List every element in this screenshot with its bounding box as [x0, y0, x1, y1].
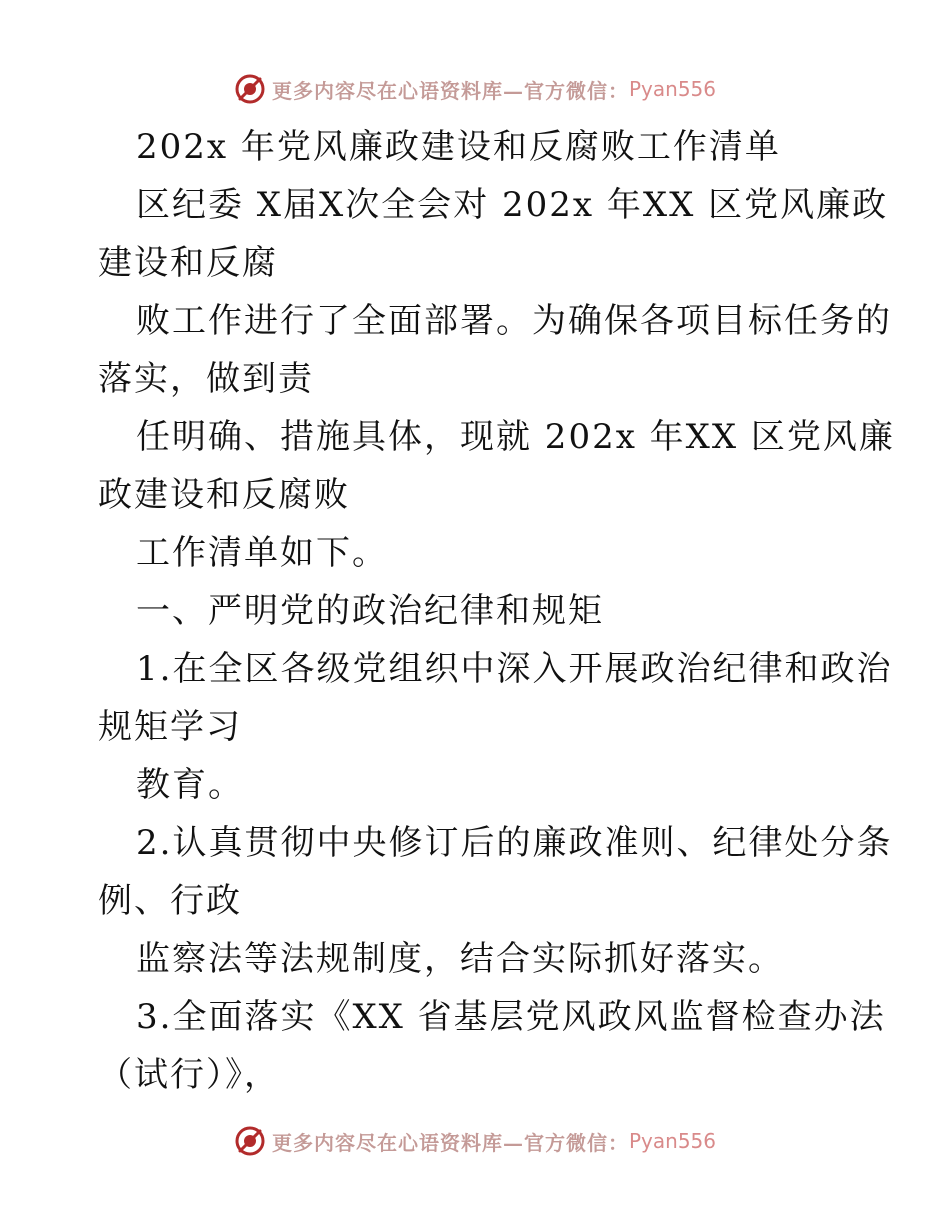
footer-banner-text: 更多内容尽在心语资料库—官方微信： [271, 1130, 629, 1155]
document-line: （试行）》， [98, 1055, 280, 1095]
document-line: 一、严明党的政治纪律和规矩 [136, 591, 604, 631]
document-line: 败工作进行了全面部署。为确保各项目标任务的 [136, 301, 892, 341]
header-banner-text: 更多内容尽在心语资料库—官方微信： [271, 78, 629, 103]
document-line: 教育。 [136, 765, 244, 805]
document-line: 区纪委 X届X次全会对 202x 年XX 区党风廉政 [136, 185, 889, 225]
logo-icon [234, 1125, 266, 1157]
document-line: 3.全面落实《XX 省基层党风政风监督检查办法 [136, 997, 886, 1037]
document-line: 监察法等法规制度，结合实际抓好落实。 [136, 939, 784, 979]
footer-banner-wechat-id: Pyan556 [628, 1129, 716, 1153]
header-banner-wechat-id: Pyan556 [628, 77, 716, 101]
document-line: 2.认真贯彻中央修订后的廉政准则、纪律处分条 [136, 823, 893, 863]
document-line: 规矩学习 [98, 707, 242, 747]
document-line: 例、行政 [98, 881, 242, 921]
document-line: 工作清单如下。 [136, 533, 388, 573]
document-line: 任明确、措施具体，现就 202x 年XX 区党风廉 [136, 417, 895, 457]
document-body [98, 118, 895, 1104]
document-line: 建设和反腐 [98, 243, 278, 283]
document-line: 202x 年党风廉政建设和反腐败工作清单 [136, 127, 781, 167]
header-banner [0, 64, 950, 114]
document-line: 1.在全区各级党组织中深入开展政治纪律和政治 [136, 649, 893, 689]
footer-banner [0, 1116, 950, 1166]
document-line: 政建设和反腐败 [98, 475, 350, 515]
document-line: 落实，做到责 [98, 359, 314, 399]
logo-icon [234, 73, 266, 105]
